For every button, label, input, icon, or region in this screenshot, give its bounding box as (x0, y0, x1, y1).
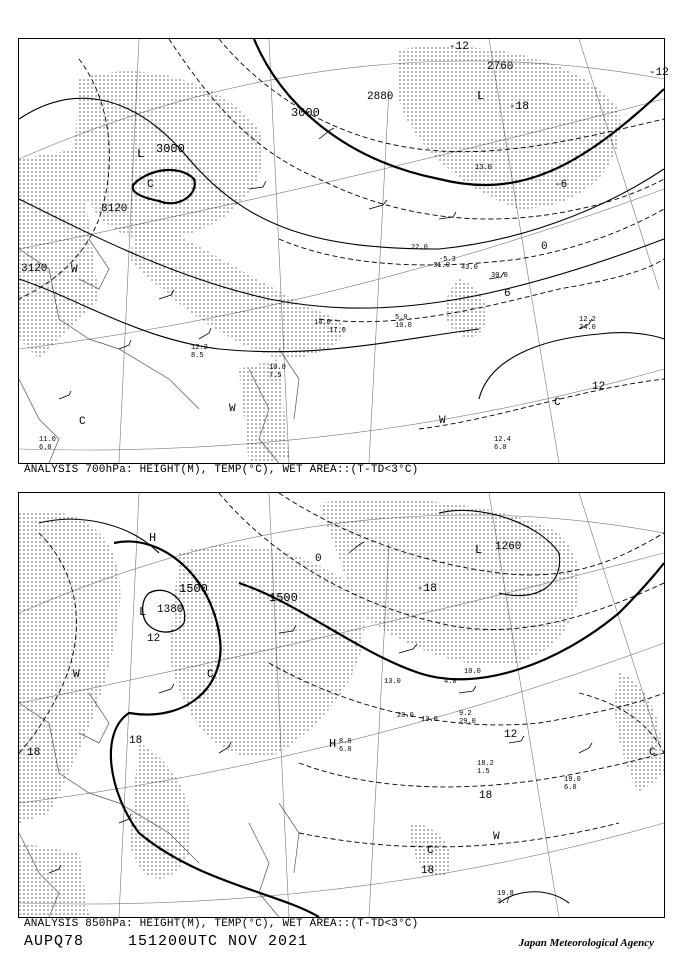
cold-marker: C (207, 669, 214, 681)
station-value: 20.0 (397, 712, 414, 720)
product-code: AUPQ78 (24, 933, 85, 950)
station-value: 22.0 (411, 244, 428, 252)
temp-label: 6 (504, 288, 511, 300)
station-value: 43.0 (461, 264, 478, 272)
temp-label: -12 (649, 67, 669, 79)
height-label: 1500 (269, 591, 298, 605)
station-value: 6.0 (39, 444, 52, 452)
height-label: 1380 (157, 604, 184, 616)
analysis-time: 151200UTC NOV 2021 (128, 933, 309, 950)
station-value: 30.0 (491, 272, 508, 280)
station-value: 29.0 (459, 718, 476, 726)
warm-marker: W (493, 831, 500, 843)
station-value: 13.0 (475, 164, 492, 172)
station-value: -5.3 (439, 256, 456, 264)
temp-label: 18 (129, 735, 143, 747)
wet-area-stipple (19, 499, 664, 917)
height-label: 3120 (101, 203, 128, 215)
temp-label: 12 (504, 729, 518, 741)
temp-label: -18 (509, 101, 529, 113)
station-value: 6.0 (494, 444, 507, 452)
station-value: 12.0 (421, 716, 438, 724)
height-label: 2760 (487, 61, 514, 73)
temp-label: 12 (592, 381, 606, 393)
agency-name: Japan Meteorological Agency (518, 937, 654, 949)
station-value: 11.0 (39, 436, 56, 444)
cold-marker: C (79, 416, 86, 428)
cold-marker: C (554, 397, 561, 409)
height-label: 2880 (367, 91, 394, 103)
height-label: 1500 (179, 582, 208, 596)
cold-marker: C (649, 747, 656, 759)
temp-label: 18 (479, 790, 493, 802)
station-value: 19.0 (564, 776, 581, 784)
map-700hpa-svg (19, 39, 669, 463)
low-marker: L (477, 89, 485, 103)
station-value: 7.5 (269, 372, 282, 380)
station-value: 18.2 (477, 760, 494, 768)
station-value: 8.0 (339, 738, 352, 746)
station-value: 10.0 (395, 322, 412, 330)
temp-label: 12 (147, 633, 161, 645)
low-marker: L (139, 605, 147, 619)
warm-marker: W (439, 415, 446, 427)
station-value: 12.2 (191, 344, 208, 352)
temp-label: 0 (541, 241, 548, 253)
station-value: 10.0 (269, 364, 286, 372)
warm-marker: W (71, 264, 78, 276)
station-value: 12.4 (494, 436, 511, 444)
station-value: 3.7 (497, 898, 510, 906)
height-label: 3000 (156, 142, 185, 156)
cold-marker: C (427, 845, 434, 857)
station-value: 8.5 (191, 352, 204, 360)
station-value: 17.0 (329, 327, 346, 335)
height-label: 1260 (495, 541, 522, 553)
station-value: 9.2 (459, 710, 472, 718)
low-marker: L (475, 543, 483, 557)
temp-label: 18 (421, 865, 435, 877)
station-value: 19.8 (497, 890, 514, 898)
station-value: 24.0 (579, 324, 596, 332)
temp-label: -6 (554, 179, 568, 191)
station-value: 6.0 (339, 746, 352, 754)
cold-marker: C (147, 179, 154, 191)
station-value: 14.0 (314, 319, 331, 327)
station-value: -31.0 (429, 262, 451, 270)
station-value: 5.0 (395, 314, 408, 322)
station-value: 1.5 (477, 768, 490, 776)
height-label: 3000 (291, 106, 320, 120)
station-value: 13.0 (384, 678, 401, 686)
height-label: 3120 (21, 263, 48, 275)
low-marker: L (137, 147, 145, 161)
warm-marker: W (229, 403, 236, 415)
station-value: 10.0 (464, 668, 481, 676)
station-value: 12.2 (579, 316, 596, 324)
map-850hpa-svg (19, 493, 664, 917)
station-value: 4.0 (444, 678, 457, 686)
caption-700hpa: ANALYSIS 700hPa: HEIGHT(M), TEMP(°C), WET AREA::(T-TD<3°C) (24, 464, 419, 476)
temp-label: 18 (27, 747, 41, 759)
temp-label: -12 (449, 41, 469, 53)
station-value: 6.0 (564, 784, 577, 792)
high-marker: H (329, 737, 337, 751)
warm-marker: W (73, 669, 80, 681)
caption-850hpa: ANALYSIS 850hPa: HEIGHT(M), TEMP(°C), WET AREA::(T-TD<3°C) (24, 918, 419, 930)
temp-label: -18 (417, 583, 437, 595)
high-marker: H (149, 531, 157, 545)
temp-label: 0 (315, 553, 322, 565)
map-panel-850hpa (18, 492, 665, 918)
map-panel-700hpa (18, 38, 669, 464)
